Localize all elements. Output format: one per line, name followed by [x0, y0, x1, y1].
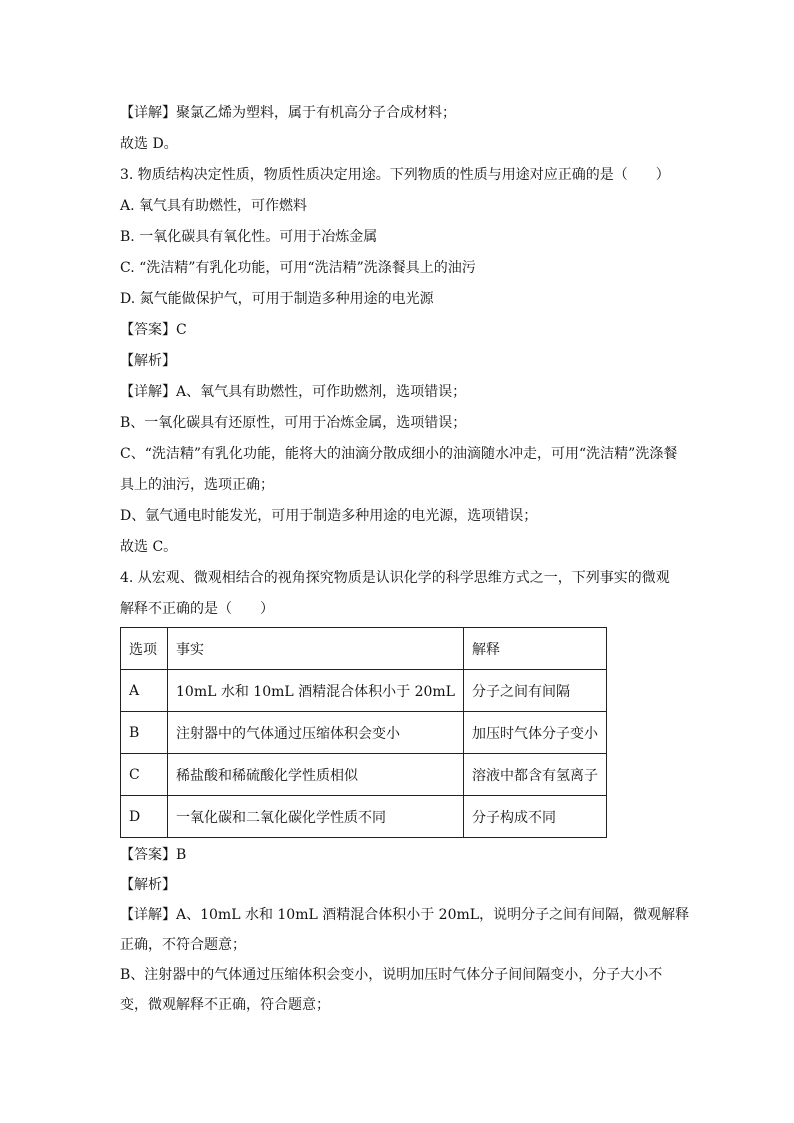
- q3-detail-line: D、氩气通电时能发光，可用于制造多种用途的电光源，选项错误；: [120, 508, 538, 524]
- table-cell: 分子构成不同: [463, 796, 606, 838]
- q3-stem: 3. 物质结构决定性质，物质性质决定用途。下列物质的性质与用途对应正确的是（ ）: [120, 167, 670, 183]
- q3-detail-line: 故选 C。: [120, 539, 178, 555]
- q4-stem: 解释不正确的是（ ）: [120, 601, 274, 617]
- q4-answer: 【答案】B: [120, 847, 187, 863]
- q4-analysis-label: 【解析】: [120, 877, 176, 893]
- q3-detail-line: 【详解】A、氧气具有助燃性，可作助燃剂，选项错误；: [120, 384, 467, 400]
- table-header-cell: 事实: [168, 628, 464, 670]
- q4-table: [120, 627, 607, 838]
- table-cell: 分子之间有间隔: [463, 670, 606, 712]
- table-header-cell: 选项: [121, 628, 168, 670]
- table-row: [121, 670, 607, 712]
- q3-detail-line: C、“洗洁精”有乳化功能，能将大的油滴分散成细小的油滴随水冲走，可用“洗洁精”洗涤餐: [120, 446, 678, 462]
- q4-detail-line: 变，微观解释不正确，符合题意；: [120, 997, 330, 1013]
- table-cell: C: [121, 754, 168, 796]
- table-cell: B: [121, 712, 168, 754]
- table-cell: 10mL 水和 10mL 酒精混合体积小于 20mL: [168, 670, 464, 712]
- table-row: [121, 796, 607, 838]
- q4-detail-line: 【详解】A、10mL 水和 10mL 酒精混合体积小于 20mL，说明分子之间有间隔，微观解释: [120, 907, 690, 923]
- table-cell: 加压时气体分子变小: [463, 712, 606, 754]
- q3-option-d: D. 氮气能做保护气，可用于制造多种用途的电光源: [120, 291, 434, 307]
- q4-stem: 4. 从宏观、微观相结合的视角探究物质是认识化学的科学思维方式之一，下列事实的微观: [120, 570, 670, 586]
- document-page: [120, 98, 690, 1020]
- q3-detail-line: B、一氧化碳具有还原性，可用于冶炼金属，选项错误；: [120, 415, 467, 431]
- table-cell: 一氧化碳和二氧化碳化学性质不同: [168, 796, 464, 838]
- table-cell: 稀盐酸和稀硫酸化学性质相似: [168, 754, 464, 796]
- q3-detail-line: 具上的油污，选项正确；: [120, 477, 274, 493]
- table-cell: 注射器中的气体通过压缩体积会变小: [168, 712, 464, 754]
- prev-choice-line: 故选 D。: [120, 136, 178, 152]
- q3-answer: 【答案】C: [120, 322, 187, 338]
- table-header-cell: 解释: [463, 628, 606, 670]
- q4-detail-line: B、注射器中的气体通过压缩体积会变小，说明加压时气体分子间间隔变小，分子大小不: [120, 967, 663, 983]
- q3-option-a: A. 氧气具有助燃性，可作燃料: [120, 198, 308, 214]
- table-row: [121, 712, 607, 754]
- q3-analysis-label: 【解析】: [120, 353, 176, 369]
- table-header-row: [121, 628, 607, 670]
- table-cell: A: [121, 670, 168, 712]
- table-row: [121, 754, 607, 796]
- table-cell: D: [121, 796, 168, 838]
- q4-detail-line: 正确，不符合题意；: [120, 937, 246, 953]
- prev-detail-line: 【详解】聚氯乙烯为塑料，属于有机高分子合成材料；: [120, 105, 456, 121]
- q3-option-b: B. 一氧化碳具有氧化性。可用于冶炼金属: [120, 229, 378, 245]
- table-cell: 溶液中都含有氢离子: [463, 754, 606, 796]
- q3-option-c: C. “洗洁精”有乳化功能，可用“洗洁精”洗涤餐具上的油污: [120, 260, 476, 276]
